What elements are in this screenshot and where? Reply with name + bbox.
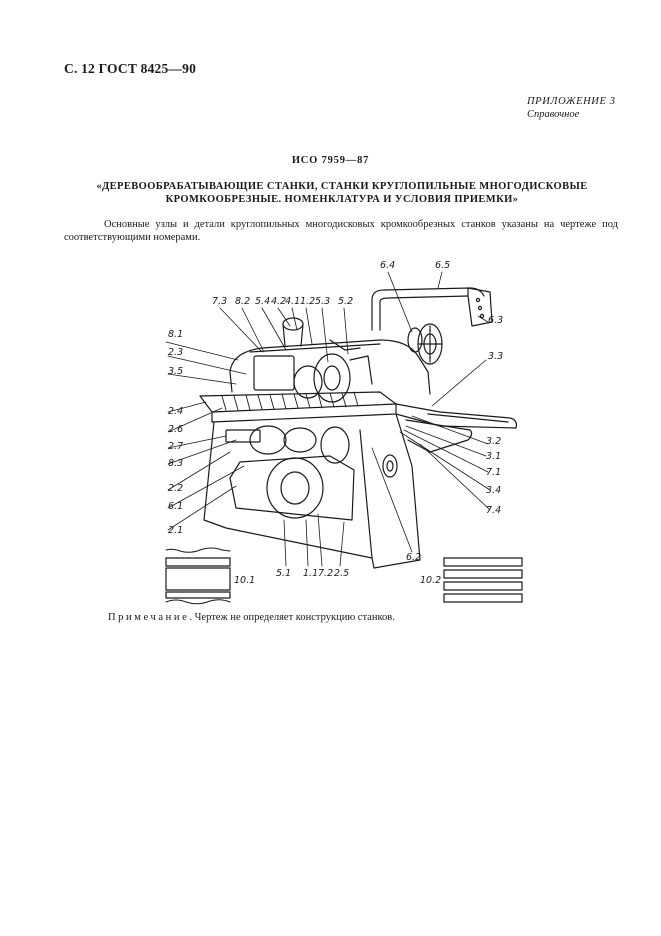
label-2-4: 2.4 <box>168 406 184 417</box>
document-title-line-2: КРОМКООБРЕЗНЫЕ. НОМЕНКЛАТУРА И УСЛОВИЯ ПРИЕМКИ» <box>165 194 519 205</box>
label-6-3: 6.3 <box>488 315 504 326</box>
label-6-4: 6.4 <box>380 260 396 271</box>
label-2-2: 2.2 <box>168 483 184 494</box>
label-3-1: 3.1 <box>486 451 502 462</box>
label-7-3: 7.3 <box>212 296 228 307</box>
upper-housing <box>230 318 430 402</box>
part-labels <box>168 260 503 586</box>
label-2-7: 2.7 <box>168 441 184 452</box>
label-3-4: 3.4 <box>486 485 502 496</box>
appendix-title: ПРИЛОЖЕНИЕ 3 <box>527 96 616 107</box>
page-header: С. 12 ГОСТ 8425—90 <box>64 61 197 76</box>
label-8-3: 8.3 <box>168 458 184 469</box>
label-7-2: 7.2 <box>318 568 334 579</box>
note-text: . Чертеж не определяет конструкцию станков. <box>189 612 395 623</box>
label-10-1: 10.1 <box>234 575 256 586</box>
intro-paragraph: Основные узлы и детали круглопильных многодисковых кромкообрезных станков указаны на чертеже под соответствующими номерами. <box>64 219 618 243</box>
label-2-6: 2.6 <box>168 424 184 435</box>
label-5-1: 5.1 <box>276 568 292 579</box>
label-1-1: 1.1 <box>303 568 319 579</box>
label-3-5: 3.5 <box>168 366 184 377</box>
label-8-1: 8.1 <box>168 329 184 340</box>
label-8-2: 8.2 <box>235 296 251 307</box>
figure-note <box>108 612 395 623</box>
label-6-5: 6.5 <box>435 260 451 271</box>
label-10-2: 10.2 <box>420 575 442 586</box>
appendix-subtitle: Справочное <box>527 109 580 120</box>
document-title-line-1: «ДЕРЕВООБРАБАТЫВАЮЩИЕ СТАНКИ, СТАНКИ КРУГЛОПИЛЬНЫЕ МНОГОДИСКОВЫЕ <box>96 181 588 192</box>
label-4-1: 4.1 <box>285 296 301 307</box>
work-table <box>200 392 516 428</box>
label-2-5: 2.5 <box>334 568 350 579</box>
lifting-mechanism <box>372 288 492 364</box>
leader-lines <box>166 272 490 566</box>
label-5-3: 5.3 <box>315 296 331 307</box>
machine-base <box>204 414 472 568</box>
label-5-2: 5.2 <box>338 296 354 307</box>
standard-reference: ИСО 7959—87 <box>291 155 370 166</box>
label-6-2: 6.2 <box>406 552 422 563</box>
label-7-4: 7.4 <box>486 505 502 516</box>
label-4-2: 4.2 <box>271 296 287 307</box>
detail-10-1 <box>166 548 230 604</box>
note-label: Примечание <box>108 612 190 623</box>
label-2-3: 2.3 <box>168 347 184 358</box>
label-1-2: 1.2 <box>300 296 316 307</box>
label-7-1: 7.1 <box>486 467 502 478</box>
label-3-3: 3.3 <box>488 351 504 362</box>
detail-10-2 <box>444 558 522 602</box>
label-3-2: 3.2 <box>486 436 502 447</box>
label-6-1: 6.1 <box>168 501 184 512</box>
label-2-1: 2.1 <box>168 525 184 536</box>
label-5-4: 5.4 <box>255 296 271 307</box>
